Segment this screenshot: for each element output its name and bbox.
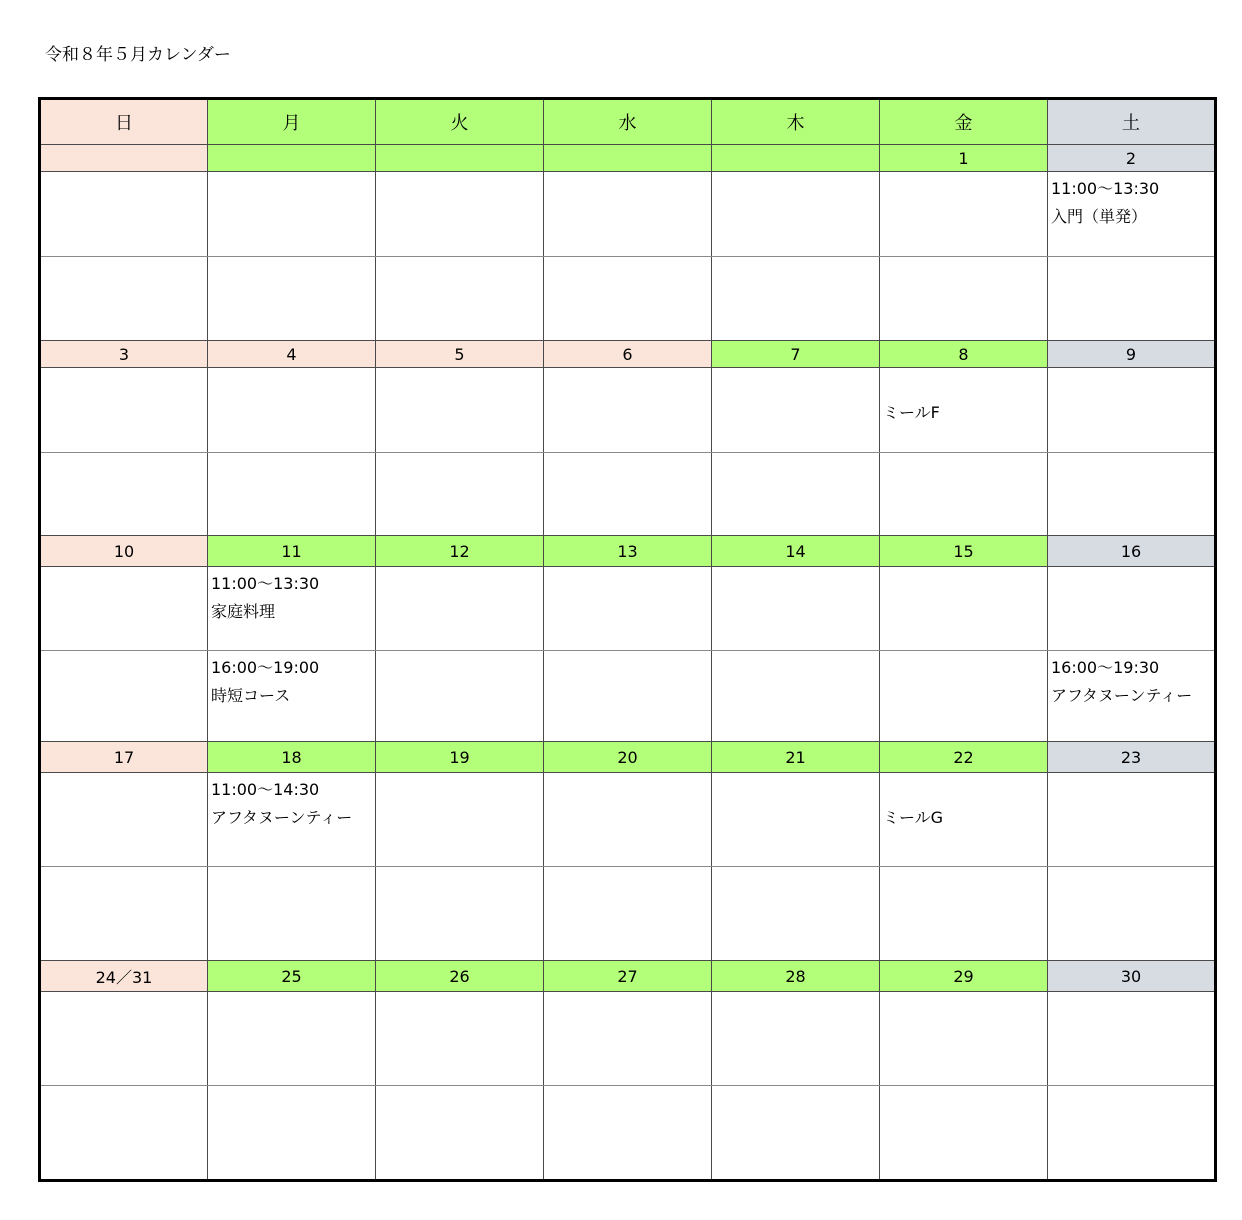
event-cell[interactable] xyxy=(544,453,712,536)
event-cell[interactable] xyxy=(544,257,712,341)
event-cell[interactable] xyxy=(376,453,544,536)
date-cell: 13 xyxy=(544,536,712,567)
date-cell: 6 xyxy=(544,341,712,368)
event-cell[interactable] xyxy=(712,1086,880,1181)
weekday-header-fri: 金 xyxy=(880,99,1048,145)
event-cell[interactable] xyxy=(376,773,544,867)
event-row xyxy=(40,368,1216,453)
event-cell[interactable] xyxy=(208,773,376,867)
event-cell[interactable] xyxy=(1048,867,1216,961)
event-cell[interactable] xyxy=(712,368,880,453)
weekday-header-row xyxy=(40,99,1216,145)
event-title: ミールF xyxy=(883,403,940,422)
date-cell: 21 xyxy=(712,742,880,773)
event-time: 11:00〜13:30 xyxy=(1051,179,1160,198)
event-title: 家庭料理 xyxy=(211,602,276,621)
date-cell: 17 xyxy=(40,742,208,773)
event-cell[interactable] xyxy=(880,992,1048,1086)
event-title: 時短コース xyxy=(211,686,291,705)
event-row xyxy=(40,257,1216,341)
event-cell[interactable] xyxy=(376,867,544,961)
date-cell: 23 xyxy=(1048,742,1216,773)
event-cell[interactable] xyxy=(40,773,208,867)
event-cell[interactable] xyxy=(208,172,376,257)
event-cell[interactable] xyxy=(544,773,712,867)
event-title: 入門（単発） xyxy=(1051,207,1148,226)
event-cell[interactable] xyxy=(880,773,1048,867)
date-cell: 16 xyxy=(1048,536,1216,567)
event-cell[interactable] xyxy=(544,1086,712,1181)
date-cell: 8 xyxy=(880,341,1048,368)
date-cell: 2 xyxy=(1048,145,1216,172)
event-cell[interactable] xyxy=(880,257,1048,341)
date-cell: 19 xyxy=(376,742,544,773)
event-cell[interactable] xyxy=(1048,453,1216,536)
date-cell: 20 xyxy=(544,742,712,773)
date-cell: 27 xyxy=(544,961,712,992)
event-title: アフタヌーンティー xyxy=(211,808,353,827)
event-cell[interactable] xyxy=(40,172,208,257)
weekday-header-tue: 火 xyxy=(376,99,544,145)
event-cell[interactable] xyxy=(712,453,880,536)
event-row xyxy=(40,992,1216,1086)
date-cell xyxy=(544,145,712,172)
event-cell[interactable] xyxy=(40,567,208,651)
date-cell: 30 xyxy=(1048,961,1216,992)
date-cell: 10 xyxy=(40,536,208,567)
event-cell[interactable] xyxy=(712,651,880,742)
event-time: 16:00〜19:30 xyxy=(1051,658,1160,677)
event-cell[interactable] xyxy=(1048,1086,1216,1181)
calendar-table xyxy=(38,97,1217,1182)
date-cell xyxy=(712,145,880,172)
date-cell: 11 xyxy=(208,536,376,567)
event-cell[interactable] xyxy=(376,257,544,341)
event-cell[interactable] xyxy=(40,992,208,1086)
event-cell[interactable] xyxy=(544,651,712,742)
event-cell[interactable] xyxy=(712,257,880,341)
event-cell[interactable] xyxy=(376,992,544,1086)
event-cell[interactable] xyxy=(1048,257,1216,341)
date-cell: 24／31 xyxy=(40,961,208,992)
date-cell: 26 xyxy=(376,961,544,992)
event-cell[interactable] xyxy=(712,773,880,867)
date-cell: 15 xyxy=(880,536,1048,567)
calendar-body xyxy=(40,145,1216,1181)
event-cell[interactable] xyxy=(880,172,1048,257)
date-cell: 5 xyxy=(376,341,544,368)
event-cell[interactable] xyxy=(1048,992,1216,1086)
date-cell: 25 xyxy=(208,961,376,992)
event-cell[interactable] xyxy=(544,368,712,453)
date-cell: 4 xyxy=(208,341,376,368)
event-cell[interactable] xyxy=(880,368,1048,453)
event-cell[interactable] xyxy=(712,867,880,961)
event-row xyxy=(40,172,1216,257)
date-cell: 12 xyxy=(376,536,544,567)
event-cell[interactable] xyxy=(376,1086,544,1181)
event-cell[interactable] xyxy=(40,1086,208,1181)
event-cell[interactable] xyxy=(880,867,1048,961)
event-cell[interactable] xyxy=(712,567,880,651)
event-time: 11:00〜14:30 xyxy=(211,780,320,799)
event-row xyxy=(40,453,1216,536)
date-cell: 1 xyxy=(880,145,1048,172)
event-time: 16:00〜19:00 xyxy=(211,658,320,677)
date-cell: 7 xyxy=(712,341,880,368)
date-cell: 22 xyxy=(880,742,1048,773)
date-cell xyxy=(376,145,544,172)
event-cell[interactable] xyxy=(40,368,208,453)
event-cell[interactable] xyxy=(1048,567,1216,651)
event-title: ミールG xyxy=(883,808,944,827)
event-cell[interactable] xyxy=(712,992,880,1086)
event-cell[interactable] xyxy=(40,257,208,341)
event-cell[interactable] xyxy=(208,567,376,651)
event-cell[interactable] xyxy=(544,567,712,651)
date-cell: 9 xyxy=(1048,341,1216,368)
date-cell: 3 xyxy=(40,341,208,368)
date-cell xyxy=(40,145,208,172)
event-cell[interactable] xyxy=(208,1086,376,1181)
date-cell: 18 xyxy=(208,742,376,773)
event-cell[interactable] xyxy=(208,992,376,1086)
event-cell[interactable] xyxy=(376,172,544,257)
date-row xyxy=(40,536,1216,567)
weekday-header-sat: 土 xyxy=(1048,99,1216,145)
event-cell[interactable] xyxy=(40,651,208,742)
event-cell[interactable] xyxy=(880,453,1048,536)
date-row xyxy=(40,742,1216,773)
weekday-header-thu: 木 xyxy=(712,99,880,145)
weekday-header-mon: 月 xyxy=(208,99,376,145)
event-title: アフタヌーンティー xyxy=(1051,686,1193,705)
date-row xyxy=(40,145,1216,172)
event-cell[interactable] xyxy=(208,867,376,961)
event-row xyxy=(40,1086,1216,1181)
event-cell[interactable] xyxy=(1048,773,1216,867)
event-row xyxy=(40,867,1216,961)
date-row xyxy=(40,341,1216,368)
event-cell[interactable] xyxy=(40,453,208,536)
weekday-header-wed: 水 xyxy=(544,99,712,145)
event-cell[interactable] xyxy=(208,453,376,536)
date-cell: 28 xyxy=(712,961,880,992)
event-cell[interactable] xyxy=(208,257,376,341)
event-cell[interactable] xyxy=(208,368,376,453)
event-cell[interactable] xyxy=(376,368,544,453)
event-cell[interactable] xyxy=(1048,172,1216,257)
event-row xyxy=(40,567,1216,651)
event-cell[interactable] xyxy=(712,172,880,257)
event-time: 11:00〜13:30 xyxy=(211,574,320,593)
event-cell[interactable] xyxy=(544,172,712,257)
event-cell[interactable] xyxy=(376,567,544,651)
weekday-header-sun: 日 xyxy=(40,99,208,145)
event-row xyxy=(40,773,1216,867)
event-title xyxy=(883,371,1045,399)
event-cell[interactable] xyxy=(880,651,1048,742)
event-cell[interactable] xyxy=(880,1086,1048,1181)
event-cell[interactable] xyxy=(544,867,712,961)
event-cell[interactable] xyxy=(1048,651,1216,742)
date-cell xyxy=(208,145,376,172)
date-cell: 29 xyxy=(880,961,1048,992)
date-row xyxy=(40,961,1216,992)
page-title: 令和８年５月カレンダー xyxy=(45,45,231,65)
event-cell[interactable] xyxy=(880,567,1048,651)
event-cell[interactable] xyxy=(544,992,712,1086)
event-cell[interactable] xyxy=(40,867,208,961)
event-row xyxy=(40,651,1216,742)
event-title xyxy=(883,776,1045,804)
event-cell[interactable] xyxy=(376,651,544,742)
event-cell[interactable] xyxy=(1048,368,1216,453)
event-cell[interactable] xyxy=(208,651,376,742)
date-cell: 14 xyxy=(712,536,880,567)
